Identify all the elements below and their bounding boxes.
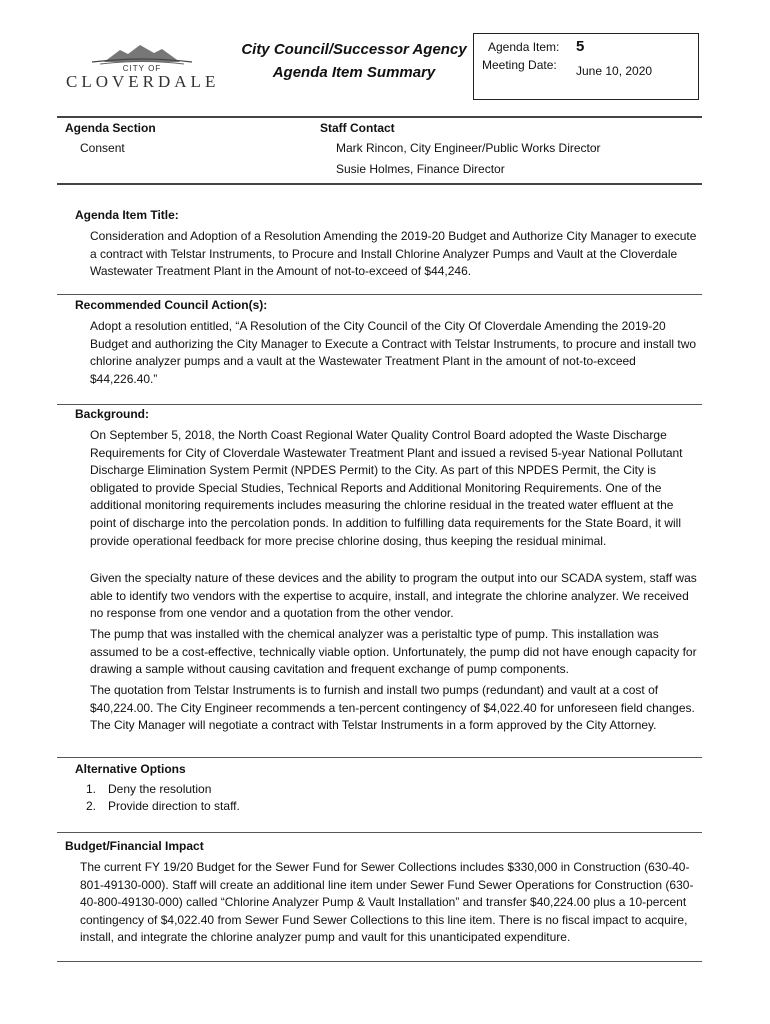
item-title-text: Consideration and Adoption of a Resolution Amending the 2019-20 Budget and Authorize City Manager to execute a contract with Telstar Instruments, to Procure and Install Chlorine Analyzer Pumps and Vault at the Cloverdale Wastewater Treatment Plant in the Amount of not-to-exceed of $44,246. bbox=[90, 229, 697, 279]
meeting-date-label: Meeting Date: bbox=[482, 58, 557, 72]
agenda-item-number: 5 bbox=[576, 38, 585, 55]
budget-text: The current FY 19/20 Budget for the Sewer Fund for Sewer Collections includes $330,000 in Construction (630-40-801-49130-000). Staff will create an additional line item under Sewer Fund Sewer Operations for Construction (630-40-800-49130-000) called “Chlorine Analyzer Pump & Vault Installation” and transfer $40,224.00 plus a 10-percent contingency of $4,022.40 from Sewer Fund Sewer Collections to this line item. There is no fiscal impact to acquire, install, and integrate the chlorine analyzer pump and vault for this unanticipated expenditure. bbox=[80, 860, 694, 945]
list-item bbox=[86, 798, 240, 815]
title-line-2: Agenda Item Summary bbox=[272, 64, 436, 81]
item-title-label: Agenda Item Title: bbox=[75, 208, 179, 222]
divider bbox=[57, 183, 702, 185]
background-paragraph: Given the specialty nature of these devices and the ability to program the output into our SCADA system, staff was able to identify two vendors with the expertise to acquire, install, and integrate the chlorine analyzer. We received no response from one vendor and a quotation from the other vendor. bbox=[90, 571, 697, 621]
alternatives-list bbox=[86, 781, 240, 815]
divider bbox=[57, 294, 702, 295]
background-label: Background: bbox=[75, 407, 150, 421]
divider bbox=[57, 832, 702, 833]
divider bbox=[57, 757, 702, 758]
divider bbox=[57, 961, 702, 962]
page-title bbox=[238, 38, 470, 84]
title-line-1: City Council/Successor Agency bbox=[241, 41, 467, 58]
list-number: 1. bbox=[86, 782, 97, 796]
staff-contact-name: Mark Rincon, City Engineer/Public Works Director bbox=[336, 141, 601, 155]
divider bbox=[57, 116, 702, 118]
background-paragraph: The quotation from Telstar Instruments is to furnish and install two pumps (redundant) and vault at a cost of $40,224.00. The City Engineer recommends a ten-percent contingency of $4,022.40 for unforeseen field changes. The City Manager will negotiate a contract with Telstar Instruments in a form approved by the City Attorney. bbox=[90, 683, 695, 733]
alternatives-label: Alternative Options bbox=[75, 762, 186, 776]
mountain-logo-icon bbox=[62, 40, 222, 66]
staff-contact-name: Susie Holmes, Finance Director bbox=[336, 162, 505, 176]
logo-city-name: CLOVERDALE bbox=[66, 72, 220, 91]
background-paragraph: The pump that was installed with the chemical analyzer was a peristaltic type of pump. This installation was assumed to be a cost-effective, technically viable option. Unfortunately, the pump did not have enough capacity for drawing a sample without causing cavitation and frequent exchange of pump components. bbox=[90, 627, 697, 677]
recommended-action-label: Recommended Council Action(s): bbox=[75, 298, 268, 312]
agenda-section-label: Agenda Section bbox=[65, 121, 156, 135]
list-text: Deny the resolution bbox=[108, 782, 212, 796]
list-number: 2. bbox=[86, 799, 97, 813]
agenda-info-box bbox=[473, 33, 699, 100]
agenda-section-value: Consent bbox=[80, 141, 125, 155]
city-logo bbox=[62, 40, 222, 92]
divider bbox=[57, 404, 702, 405]
list-text: Provide direction to staff. bbox=[108, 799, 240, 813]
background-paragraph: On September 5, 2018, the North Coast Regional Water Quality Control Board adopted the Waste Discharge Requirements for City of Cloverdale Wastewater Treatment Plant and issued a revised 5-year National Pollutant Discharge Elimination System Permit (NPDES Permit) to the City. As part of this NPDES Permit, the City is obligated to provide Special Studies, Technical Reports and Additional Monitoring Requirements. One of the additional monitoring requirements includes measuring the chlorine residual in the treated water effluent at the point of discharge into the percolation ponds. In addition to fulfilling data requirements for the State Board, it will provide operational feedback for more precise chlorine dosing, thus keeping the residual minimal. bbox=[90, 428, 683, 548]
agenda-item-label: Agenda Item: bbox=[488, 40, 560, 54]
list-item bbox=[86, 781, 240, 798]
recommended-action-text: Adopt a resolution entitled, “A Resolution of the City Council of the City Of Cloverdale Amending the 2019-20 Budget and authorizing the City Manager to Execute a Contract with Telstar Instruments, to procure and install two chlorine analyzer pumps and a vault at the Wastewater Treatment Plant in the amount of not-to-exceed $44,226.40.” bbox=[90, 319, 697, 386]
meeting-date-value: June 10, 2020 bbox=[576, 64, 653, 78]
logo-city-of: CITY OF bbox=[122, 64, 162, 73]
budget-label: Budget/Financial Impact bbox=[65, 839, 204, 853]
staff-contact-label: Staff Contact bbox=[320, 121, 395, 135]
